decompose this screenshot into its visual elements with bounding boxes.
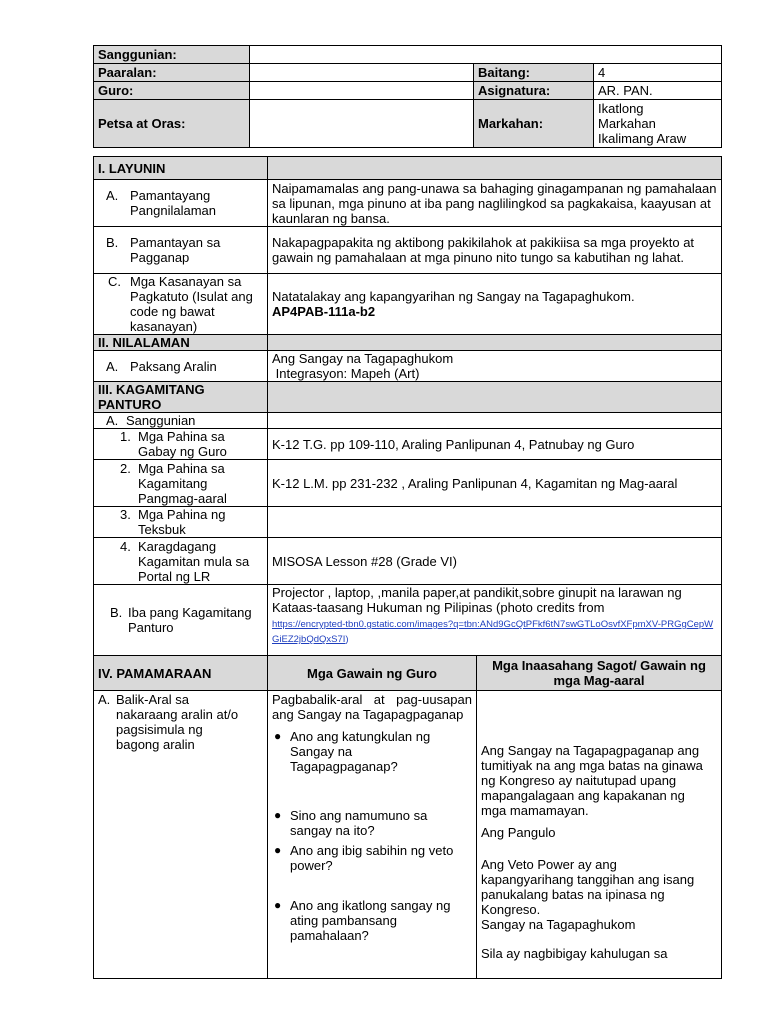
magaaral-answers-cell (477, 691, 722, 979)
row-kagamitan-1 (94, 429, 722, 460)
bullet-icon: ● (274, 843, 282, 857)
guro-activities-cell (268, 691, 477, 979)
markahan-line-1: Ikatlong (598, 101, 644, 116)
bullet-icon: ● (274, 808, 282, 822)
question-4 (272, 898, 472, 943)
layunin-b-text: Nakapagpapakita ng aktibong pakikilahok at pakikiisa sa mga proyekto at gawain ng pamahalaan at mga pinuno nito tungo sa kabutihan ng lahat. (268, 227, 722, 274)
kagamitan-3-mark: 3. (120, 507, 131, 522)
kagamitan-3-text (268, 507, 722, 538)
layunin-b-cell (94, 227, 268, 274)
question-2 (272, 808, 472, 838)
photo-credit-link[interactable]: https://encrypted-tbn0.gstatic.com/images?q=tbn:ANd9GcQtPFkf6tN7swGTLoOsvfXFpmXV-PRGgCepWGiEZ2jbQdQxS7I (272, 619, 714, 645)
nilalaman-a-cell (94, 351, 268, 382)
row-paaralan (94, 64, 722, 82)
markahan-line-3: Ikalimang Araw (598, 131, 687, 146)
kagamitan-b-cell (94, 585, 268, 656)
row-kagamitan-b (94, 585, 722, 656)
paaralan-label: Paaralan: (94, 64, 250, 82)
row-pamamaraan-header (94, 656, 722, 691)
layunin-a-mark: A. (106, 188, 119, 203)
answer-2: Ang Pangulo (481, 825, 556, 840)
layunin-c-label: Mga Kasanayan sa Pagkatuto (Isulat ang code ng bawat kasanayan) (130, 274, 253, 334)
balik-aral-mark: A. (98, 692, 111, 707)
nilalaman-header-blank (268, 335, 722, 351)
nilalaman-a-content (268, 351, 722, 382)
kagamitan-b-label: Iba pang Kagamitang Panturo (128, 605, 252, 635)
row-kagamitan-4 (94, 538, 722, 585)
guro-value (250, 82, 474, 100)
asignatura-value: AR. PAN. (594, 82, 722, 100)
kagamitan-4-text: MISOSA Lesson #28 (Grade VI) (268, 538, 722, 585)
row-balik-aral (94, 691, 722, 979)
bullet-icon: ● (274, 729, 282, 743)
row-kagamitan-3 (94, 507, 722, 538)
petsa-label: Petsa at Oras: (94, 100, 250, 148)
kagamitan-1-label: Mga Pahina sa Gabay ng Guro (138, 429, 227, 459)
kagamitan-4-label: Karagdagang Kagamitan mula sa Portal ng LR (138, 538, 250, 584)
layunin-c-cell (94, 274, 268, 335)
row-petsa (94, 100, 722, 148)
layunin-a-text: Naipamamalas ang pang-unawa sa bahaging ginagampanan ng pamahalaan sa lipunan, mga pinuno at iba pang naglilingkod sa pagkakaisa, kaayusan at kaunlaran ng bansa. (268, 180, 722, 227)
row-kagamitan-a (94, 413, 722, 429)
kagamitan-2-cell (94, 460, 268, 507)
answer-5: Sila ay nagbibigay kahulugan sa (481, 946, 668, 961)
layunin-c-mark: C. (108, 274, 121, 289)
layunin-a-label: Pamantayang Pangnilalaman (130, 188, 217, 218)
row-layunin-b (94, 227, 722, 274)
kagamitan-4-mark: 4. (120, 538, 131, 554)
kagamitan-1-cell (94, 429, 268, 460)
kagamitan-2-mark: 2. (120, 460, 131, 476)
layunin-title: I. LAYUNIN (94, 157, 268, 180)
row-layunin-c (94, 274, 722, 335)
row-nilalaman-a (94, 351, 722, 382)
kagamitan-b-content (268, 585, 722, 656)
row-guro (94, 82, 722, 100)
answer-3: Ang Veto Power ay ang kapangyarihang tanggihan ang isang panukalang batas na ipinasa ng Kongreso. (481, 857, 695, 917)
layunin-header-blank (268, 157, 722, 180)
balik-aral-label: Balik-Aral sa nakaraang aralin at/o pagsisimula ng bagong aralin (116, 692, 239, 752)
kagamitan-3-label: Mga Pahina ng Teksbuk (138, 507, 226, 537)
col-header-guro: Mga Gawain ng Guro (268, 656, 477, 691)
guro-label: Guro: (94, 82, 250, 100)
baitang-label: Baitang: (474, 64, 594, 82)
nilalaman-a-label: Paksang Aralin (130, 358, 217, 374)
markahan-label: Markahan: (474, 100, 594, 148)
question-3-text: Ano ang ibig sabihin ng veto power? (290, 843, 454, 873)
question-1 (272, 729, 472, 774)
kagamitan-title-cell (94, 382, 268, 413)
balik-aral-cell (94, 691, 268, 979)
kagamitan-title: III. KAGAMITANG PANTURO (98, 382, 205, 412)
kagamitan-b-text: Projector , laptop, ,manila paper,at pandikit,sobre ginupit na larawan ng Kataas-taasang Hukuman ng Pilipinas (photo credits from (272, 585, 682, 615)
sanggunian-label: Sanggunian: (94, 46, 250, 64)
row-kagamitan-header (94, 382, 722, 413)
layunin-c-text: Natatalakay ang kapangyarihan ng Sangay na Tagapaghukom. (272, 289, 635, 304)
layunin-b-label: Pamantayan sa Pagganap (130, 235, 221, 265)
kagamitan-1-mark: 1. (120, 429, 131, 444)
petsa-value (250, 100, 474, 148)
kagamitan-a-cell (94, 413, 268, 429)
kagamitan-header-blank (268, 382, 722, 413)
markahan-line-2: Markahan (598, 116, 656, 131)
kagamitan-1-text: K-12 T.G. pp 109-110, Araling Panlipunan 4, Patnubay ng Guro (268, 429, 722, 460)
nilalaman-title: II. NILALAMAN (94, 335, 268, 351)
question-2-text: Sino ang namumuno sa sangay na ito? (290, 808, 428, 838)
nilalaman-a-mark: A. (106, 358, 119, 374)
layunin-c-content (268, 274, 722, 335)
question-4-text: Ano ang ikatlong sangay ng ating pambansang pamahalaan? (290, 898, 451, 943)
row-nilalaman-header (94, 335, 722, 351)
kagamitan-2-label: Mga Pahina sa Kagamitang Pangmag-aaral (138, 460, 227, 506)
answer-1: Ang Sangay na Tagapagpaganap ang tumitiyak na ang mga batas na ginawa ng Kongreso ay naitutupad upang mapangalagaan ang kapakanan ng mga mamamayan. (481, 743, 703, 818)
layunin-a-cell (94, 180, 268, 227)
layunin-c-code: AP4PAB-111a-b2 (272, 304, 376, 319)
nilalaman-a-text-1: Ang Sangay na Tagapaghukom (272, 351, 454, 366)
row-layunin-a (94, 180, 722, 227)
kagamitan-2-text: K-12 L.M. pp 231-232 , Araling Panlipunan 4, Kagamitan ng Mag-aaral (268, 460, 722, 507)
row-kagamitan-2 (94, 460, 722, 507)
row-sanggunian (94, 46, 722, 64)
bullet-icon: ● (274, 898, 282, 912)
kagamitan-4-cell (94, 538, 268, 585)
kagamitan-a-blank (268, 413, 722, 429)
col-header-magaaral: Mga Inaasahang Sagot/ Gawain ng mga Mag-aaral (477, 656, 722, 691)
kagamitan-3-cell (94, 507, 268, 538)
photo-credit-close: ) (345, 634, 349, 645)
nilalaman-a-text-2: Integrasyon: Mapeh (Art) (272, 366, 420, 381)
layunin-b-mark: B. (106, 235, 119, 250)
pamamaraan-title: IV. PAMAMARAAN (94, 656, 268, 691)
kagamitan-a-mark: A. (106, 413, 119, 428)
kagamitan-a-label: Sanggunian (126, 413, 196, 428)
guro-intro: Pagbabalik-aral at pag-uusapan ang Sangay na Tagapagpaganap (272, 692, 472, 722)
answer-4: Sangay na Tagapaghukom (481, 917, 636, 932)
asignatura-label: Asignatura: (474, 82, 594, 100)
kagamitan-b-mark: B. (110, 605, 123, 620)
header-table (93, 45, 722, 148)
row-layunin-header (94, 157, 722, 180)
question-1-text: Ano ang katungkulan ng Sangay na Tagapagpaganap? (290, 729, 431, 774)
lesson-plan-table (93, 156, 722, 979)
markahan-value (594, 100, 722, 148)
question-3 (272, 843, 472, 873)
paaralan-value (250, 64, 474, 82)
sanggunian-value (250, 46, 722, 64)
baitang-value: 4 (594, 64, 722, 82)
